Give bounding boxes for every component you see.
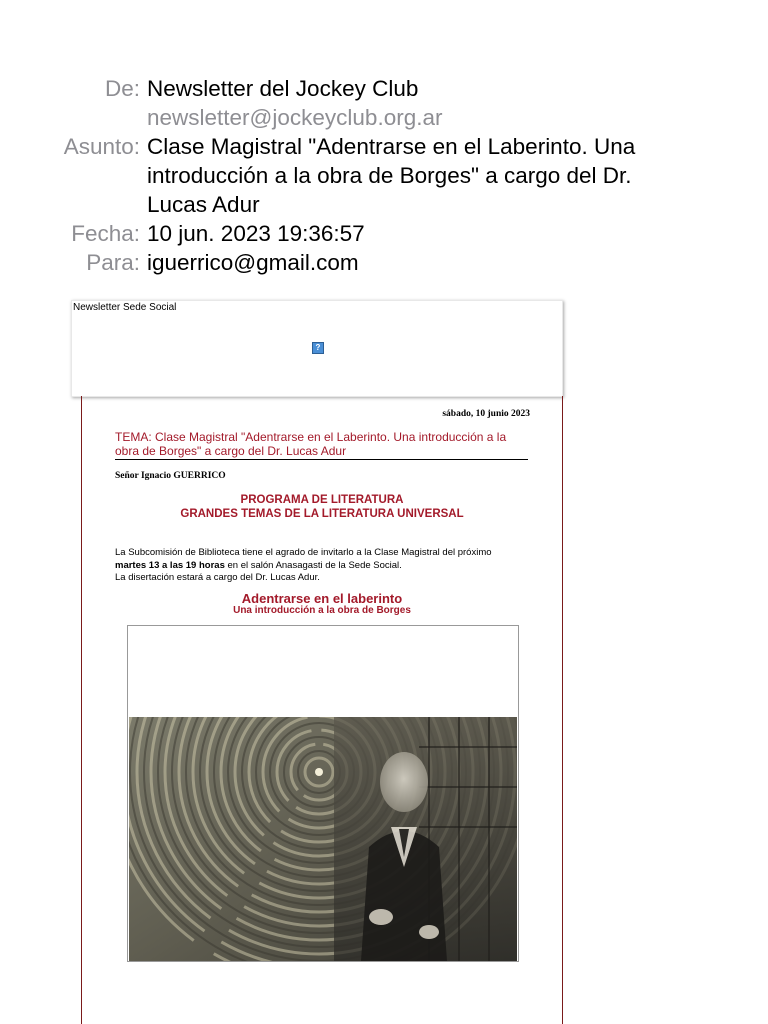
program-heading bbox=[82, 494, 562, 521]
date-label: Fecha: bbox=[71, 221, 140, 246]
date-value: 10 jun. 2023 19:36:57 bbox=[147, 221, 365, 246]
sender-name[interactable]: Newsletter del Jockey Club bbox=[147, 76, 419, 101]
from-value[interactable] bbox=[140, 74, 667, 132]
event-location: en el salón Anasagasti de la Sede Social. bbox=[224, 559, 402, 571]
lecture-subtitle: Una introducción a la obra de Borges bbox=[233, 605, 411, 616]
poster-labyrinth-image bbox=[129, 717, 517, 961]
newsletter-date: sábado, 10 junio 2023 bbox=[442, 409, 530, 419]
to-row bbox=[0, 248, 768, 277]
invitation-text bbox=[115, 547, 545, 585]
intro-line-2 bbox=[115, 560, 545, 573]
subject-row bbox=[0, 132, 768, 219]
email-header bbox=[0, 74, 768, 277]
intro-line-3: La disertación estará a cargo del Dr. Lucas Adur. bbox=[115, 572, 320, 583]
labyrinth-illustration bbox=[129, 717, 517, 961]
program-line-2: GRANDES TEMAS DE LA LITERATURA UNIVERSAL bbox=[180, 507, 464, 520]
from-row bbox=[0, 74, 768, 132]
subject-value: Clase Magistral "Adentrarse en el Laberinto. Una introducción a la obra de Borges" a cargo del Dr. Lucas Adur bbox=[147, 134, 636, 217]
program-line-1: PROGRAMA DE LITERATURA bbox=[240, 494, 404, 506]
sender-email[interactable]: newsletter@jockeyclub.org.ar bbox=[147, 105, 443, 130]
newsletter-box-title: Newsletter Sede Social bbox=[73, 302, 177, 313]
subject-label: Asunto: bbox=[63, 134, 140, 159]
newsletter-content-frame bbox=[81, 396, 563, 1024]
intro-line-1: La Subcomisión de Biblioteca tiene el agrado de invitarlo a la Clase Magistral del próximo bbox=[115, 547, 492, 558]
from-label: De: bbox=[104, 76, 140, 101]
newsletter-topic: TEMA: Clase Magistral "Adentrarse en el Laberinto. Una introducción a la obra de Borges" a cargo del Dr. Lucas Adur bbox=[115, 430, 528, 460]
to-label: Para: bbox=[86, 250, 140, 275]
event-datetime: martes 13 a las 19 horas bbox=[115, 559, 225, 571]
broken-image-icon[interactable]: ? bbox=[312, 342, 324, 354]
lecture-title: Adentrarse en el laberinto bbox=[241, 591, 403, 606]
event-poster bbox=[127, 625, 519, 962]
salutation: Señor Ignacio GUERRICO bbox=[115, 471, 226, 481]
recipient-email[interactable]: iguerrico@gmail.com bbox=[147, 250, 359, 275]
date-row bbox=[0, 219, 768, 248]
newsletter-banner-box bbox=[71, 300, 563, 397]
